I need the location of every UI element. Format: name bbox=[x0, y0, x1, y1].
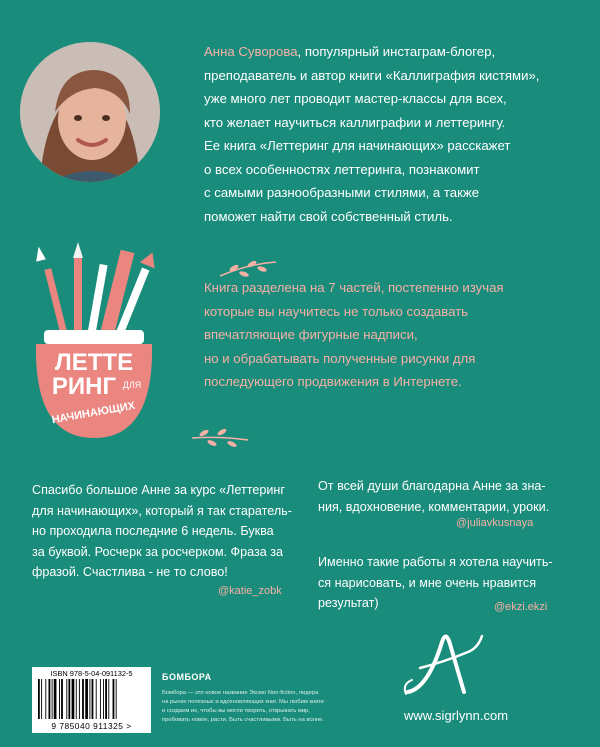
review-3-handle: @ekzi.ekzi bbox=[494, 601, 548, 613]
author-logo-icon bbox=[398, 622, 488, 702]
barcode-bars-icon bbox=[38, 679, 146, 719]
bio-line: кто желает научиться каллиграфии и леттерингу. bbox=[204, 114, 506, 130]
pens-icon bbox=[33, 242, 160, 344]
book-parts-description bbox=[204, 276, 564, 394]
review-line: за буквой. Росчерк за росчерком. Фраза за bbox=[32, 544, 284, 559]
review-line: результат) bbox=[318, 596, 379, 610]
bio-line: поможет найти свой собственный стиль. bbox=[204, 208, 453, 224]
barcode-digits: 9 785040 911325 > bbox=[51, 721, 132, 731]
note-line: пробовать новое, расти. Быть счастливыми. Быть на волне. bbox=[162, 717, 324, 723]
website-link[interactable]: www.sigrlynn.com bbox=[404, 708, 509, 723]
review-3 bbox=[318, 552, 588, 614]
bio-line: с самыми разнообразными стилями, а также bbox=[204, 185, 480, 200]
parts-line: последующего продвижения в Интернете. bbox=[204, 374, 462, 389]
isbn-text: ISBN 978-5-04-091132-5 bbox=[50, 669, 133, 678]
bio-line: Анна Суворова, популярный инстаграм-блогер, bbox=[204, 44, 496, 59]
review-1-handle: @katie_zobk bbox=[218, 585, 282, 597]
review-line: для начинающих», который я так старатель- bbox=[32, 503, 292, 518]
publisher-note bbox=[162, 689, 372, 725]
review-line: Спасибо большое Анне за курс «Леттеринг bbox=[32, 483, 285, 497]
review-line: Именно такие работы я хотела научить- bbox=[318, 555, 553, 569]
review-1 bbox=[32, 480, 302, 583]
review-2 bbox=[318, 476, 588, 517]
parts-line: которые вы научитесь не только создавать bbox=[204, 303, 469, 319]
note-line: и создаем их, чтобы вы могли творить, открывать мир, bbox=[162, 708, 310, 714]
parts-line: но и обрабатывать полученные рисунки для bbox=[204, 350, 476, 366]
publisher-name: БОМБОРА bbox=[162, 672, 212, 682]
review-line: фразой. Счастлива - не то слово! bbox=[32, 565, 228, 579]
bio-line: о всех особенностях леттеринга, познакомит bbox=[204, 161, 480, 177]
bio-line: преподаватель и автор книги «Каллиграфия кистями», bbox=[204, 67, 540, 83]
badge-line-1: ЛЕТТЕ bbox=[54, 349, 134, 376]
badge-line-4: НАЧИНАЮЩИХ bbox=[50, 399, 137, 427]
bio-line: Ее книга «Леттеринг для начинающих» расскажет bbox=[204, 138, 511, 153]
review-line: От всей души благодарна Анне за зна- bbox=[318, 479, 546, 493]
review-line: ся нарисовать, и мне очень нравится bbox=[318, 575, 537, 590]
parts-line: впечатляющие фигурные надписи, bbox=[204, 327, 418, 342]
note-line: Бомбора — это новое название Эксмо Non-fiction, лидера bbox=[162, 690, 319, 696]
barcode bbox=[32, 667, 151, 733]
jar-lid bbox=[44, 330, 144, 344]
author-photo bbox=[20, 42, 160, 182]
note-line: на рынке полезных и вдохновляющих книг. Мы любим книги bbox=[162, 699, 324, 705]
review-line: но проходила последние 6 недель. Буква bbox=[32, 524, 274, 538]
author-bio bbox=[204, 40, 584, 228]
parts-line: Книга разделена на 7 частей, постепенно изучая bbox=[204, 280, 504, 295]
review-line: ния, вдохновение, комментарии, уроки. bbox=[318, 499, 550, 514]
author-name: Анна Суворова bbox=[204, 44, 298, 59]
review-2-handle: @juliavkusnaya bbox=[456, 517, 534, 529]
badge-line-2: РИНГ bbox=[51, 373, 117, 400]
leaf-sprig-icon bbox=[190, 426, 250, 448]
book-jar-illustration bbox=[14, 238, 174, 443]
bio-line: уже много лет проводит мастер-классы для всех, bbox=[204, 91, 507, 106]
badge-line-3: ДЛЯ bbox=[122, 380, 142, 390]
